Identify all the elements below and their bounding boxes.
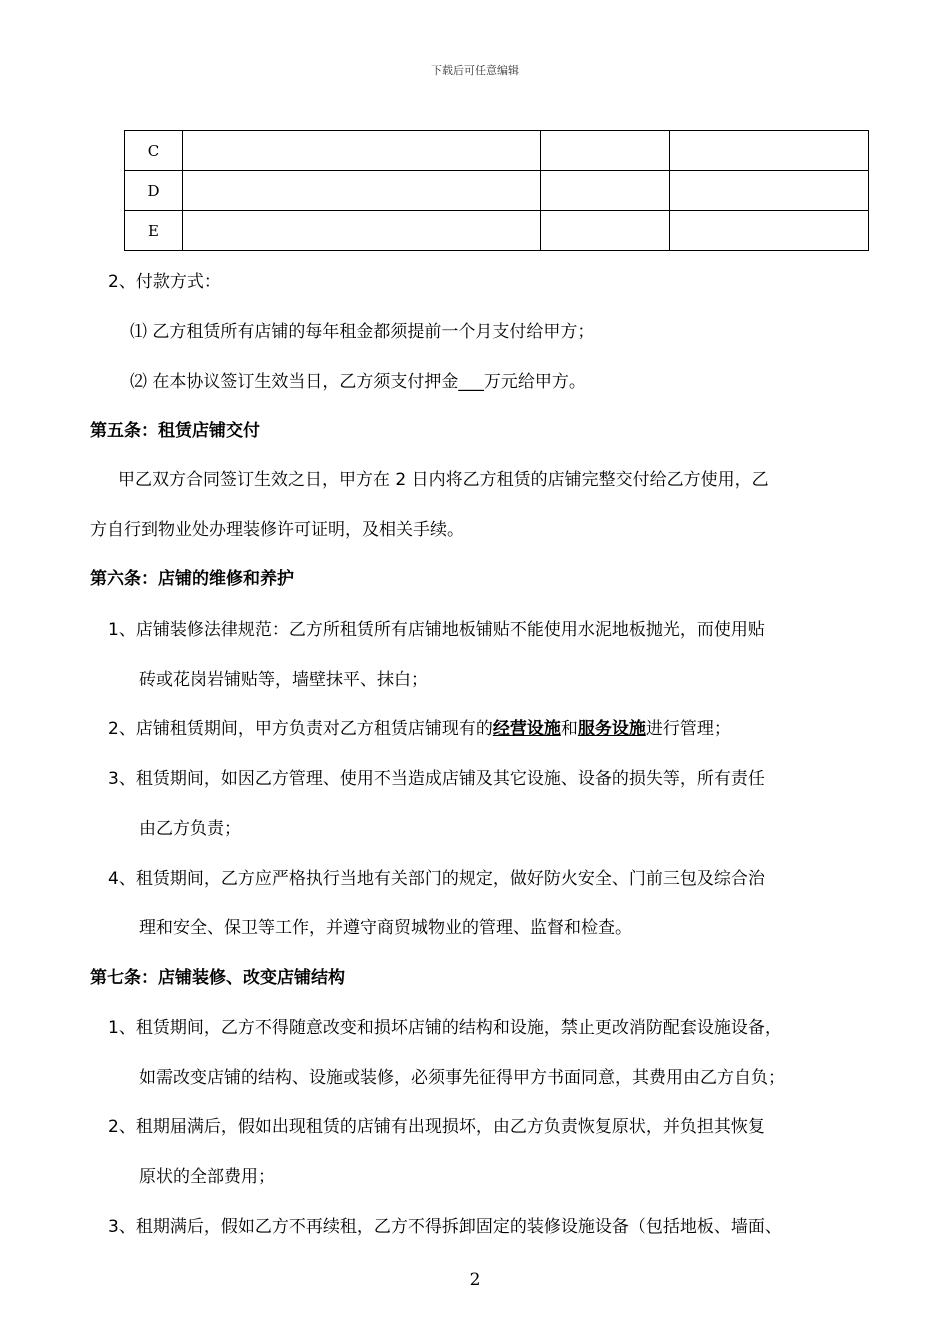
row-label: D bbox=[125, 171, 183, 211]
article-7-item-2-line: 2、租期届满后，假如出现租赁的店铺有出现损坏，由乙方负责恢复原状，并负担其恢复 bbox=[108, 1117, 765, 1137]
item-text: 和 bbox=[560, 719, 578, 739]
article-6-item-1-line: 1、店铺装修法律规范：乙方所租赁所有店铺地板铺贴不能使用水泥地板抛光，而使用贴 bbox=[108, 620, 765, 640]
article-6-item-1-line: 砖或花岗岩铺贴等，墙壁抹平、抹白； bbox=[139, 670, 428, 690]
payment-title: 2、付款方式： bbox=[108, 272, 221, 292]
article-6-item-3-line: 由乙方负责； bbox=[139, 819, 241, 839]
table-cell bbox=[670, 131, 869, 171]
schedule-table bbox=[124, 130, 869, 251]
item-text: 2、店铺租赁期间，甲方负责对乙方租赁店铺现有的 bbox=[108, 719, 493, 739]
service-facilities-term: 服务设施 bbox=[577, 719, 646, 739]
article-5-paragraph-line: 甲乙双方合同签订生效之日，甲方在 2 日内将乙方租赁的店铺完整交付给乙方使用，乙 bbox=[118, 470, 769, 490]
table-cell bbox=[670, 211, 869, 251]
table-row bbox=[125, 171, 869, 211]
table-cell bbox=[541, 171, 670, 211]
article-7-item-1-line: 如需改变店铺的结构、设施或装修，必须事先征得甲方书面同意，其费用由乙方自负； bbox=[139, 1068, 785, 1088]
article-7-item-1-line: 1、租赁期间，乙方不得随意改变和损坏店铺的结构和设施，禁止更改消防配套设施设备， bbox=[108, 1018, 782, 1038]
table-cell bbox=[183, 211, 541, 251]
article-5-heading: 第五条：租赁店铺交付 bbox=[90, 421, 260, 441]
row-label: E bbox=[125, 211, 183, 251]
article-6-item-2 bbox=[108, 717, 731, 741]
table-cell bbox=[541, 131, 670, 171]
table-cell bbox=[183, 171, 541, 211]
business-facilities-term: 经营设施 bbox=[492, 719, 561, 739]
article-7-item-3-line: 3、租期满后，假如乙方不再续租，乙方不得拆卸固定的装修设施设备（包括地板、墙面、 bbox=[108, 1217, 782, 1237]
table-cell bbox=[541, 211, 670, 251]
table-row bbox=[125, 211, 869, 251]
article-7-item-2-line: 原状的全部费用； bbox=[139, 1167, 275, 1187]
row-label: C bbox=[125, 131, 183, 171]
article-6-heading: 第六条：店铺的维修和养护 bbox=[90, 569, 294, 589]
table-cell bbox=[183, 131, 541, 171]
table-cell bbox=[670, 171, 869, 211]
article-5-paragraph-line: 方自行到物业处办理装修许可证明，及相关手续。 bbox=[90, 520, 464, 540]
article-6-item-4-line: 理和安全、保卫等工作，并遵守商贸城物业的管理、监督和检查。 bbox=[139, 918, 632, 938]
article-6-item-3-line: 3、租赁期间，如因乙方管理、使用不当造成店铺及其它设施、设备的损失等，所有责任 bbox=[108, 769, 765, 789]
payment-item-1: ⑴ 乙方租赁所有店铺的每年租金都须提前一个月支付给甲方； bbox=[130, 322, 595, 342]
article-6-item-4-line: 4、租赁期间，乙方应严格执行当地有关部门的规定，做好防火安全、门前三包及综合治 bbox=[108, 869, 765, 889]
payment-item-2: ⑵ 在本协议签订生效当日，乙方须支付押金___万元给甲方。 bbox=[130, 372, 586, 392]
table-row bbox=[125, 131, 869, 171]
page-header: 下载后可任意编辑 bbox=[431, 64, 519, 77]
page-number: 2 bbox=[469, 1270, 481, 1290]
item-text: 进行管理； bbox=[645, 719, 731, 739]
article-7-heading: 第七条：店铺装修、改变店铺结构 bbox=[90, 968, 345, 988]
